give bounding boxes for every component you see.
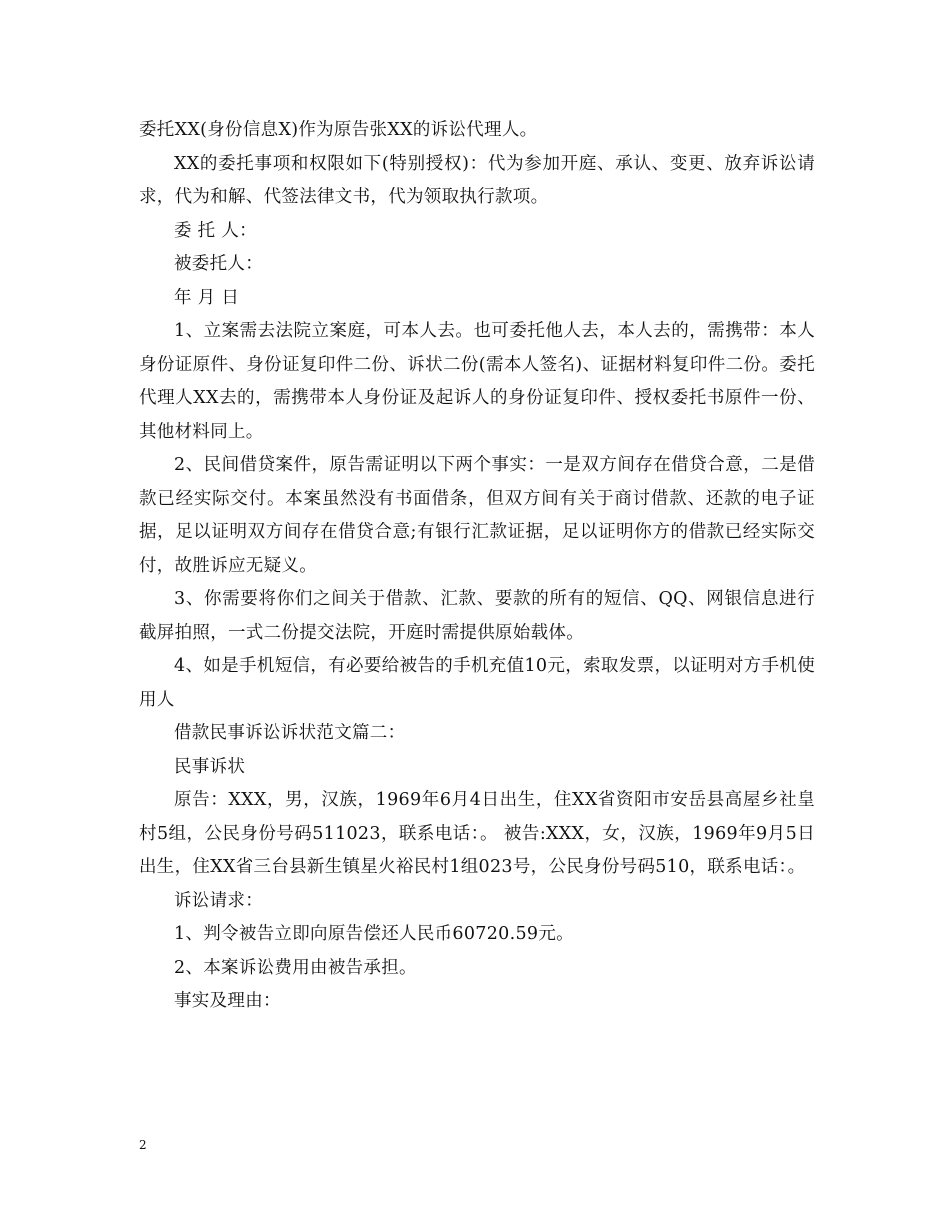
paragraph-note-3: 3、你需要将你们之间关于借款、汇款、要款的所有的短信、QQ、网银信息进行截屏拍照，一式二份提交法院，开庭时需提供原始载体。 xyxy=(139,589,815,643)
complaint-title: 民事诉状 xyxy=(174,756,246,777)
section-heading: 借款民事诉讼诉状范文篇二： xyxy=(174,723,406,743)
paragraph-note-4: 4、如是手机短信，有必要给被告的手机充值10元，索取发票，以证明对方手机使用人 xyxy=(139,656,815,710)
paragraph-parties: 原告：XXX，男，汉族，1969年6月4日出生，住XX省资阳市安岳县高屋乡社皇村5组，公民身份号码511023，联系电话：。 被告:XXX，女，汉族，1969年9月5日出生，住XX省三台县新生镇星火裕民村1组023号，公民身份号码510，联系电话：。 xyxy=(139,790,815,877)
paragraph-note-2: 2、民间借贷案件，原告需证明以下两个事实：一是双方间存在借贷合意，二是借款已经实际交付。本案虽然没有书面借条，但双方间有关于商讨借款、还款的电子证据，足以证明双方间存在借贷合意;有银行汇款证据，足以证明你方的借款已经实际交付，故胜诉应无疑义。 xyxy=(139,455,815,576)
claims-heading: 诉讼请求： xyxy=(174,890,263,911)
claim-item-1: 1、判令被告立即向原告偿还人民币60720.59元。 xyxy=(174,924,574,944)
paragraph-agent: 被委托人： xyxy=(174,254,263,274)
paragraph-delegation: 委托XX(身份信息X)作为原告张XX的诉讼代理人。 xyxy=(139,120,538,140)
paragraph-principal: 委 托 人： xyxy=(174,220,257,241)
facts-heading: 事实及理由： xyxy=(174,991,281,1011)
claim-item-2: 2、本案诉讼费用由被告承担。 xyxy=(174,957,417,978)
page-number: 2 xyxy=(139,1138,147,1152)
paragraph-date: 年 月 日 xyxy=(174,287,240,308)
paragraph-authority: XX的委托事项和权限如下(特别授权)：代为参加开庭、承认、变更、放弃诉讼请求，代为和解、代签法律文书，代为领取执行款项。 xyxy=(139,153,815,207)
paragraph-note-1: 1、立案需去法院立案庭，可本人去。也可委托他人去，本人去的，需携带：本人身份证原件、身份证复印件二份、诉状二份(需本人签名)、证据材料复印件二份。委托代理人XX去的，需携带本人身份证及起诉人的身份证复印件、授权委托书原件一份、其他材料同上。 xyxy=(139,321,815,442)
document-body xyxy=(139,114,815,1019)
